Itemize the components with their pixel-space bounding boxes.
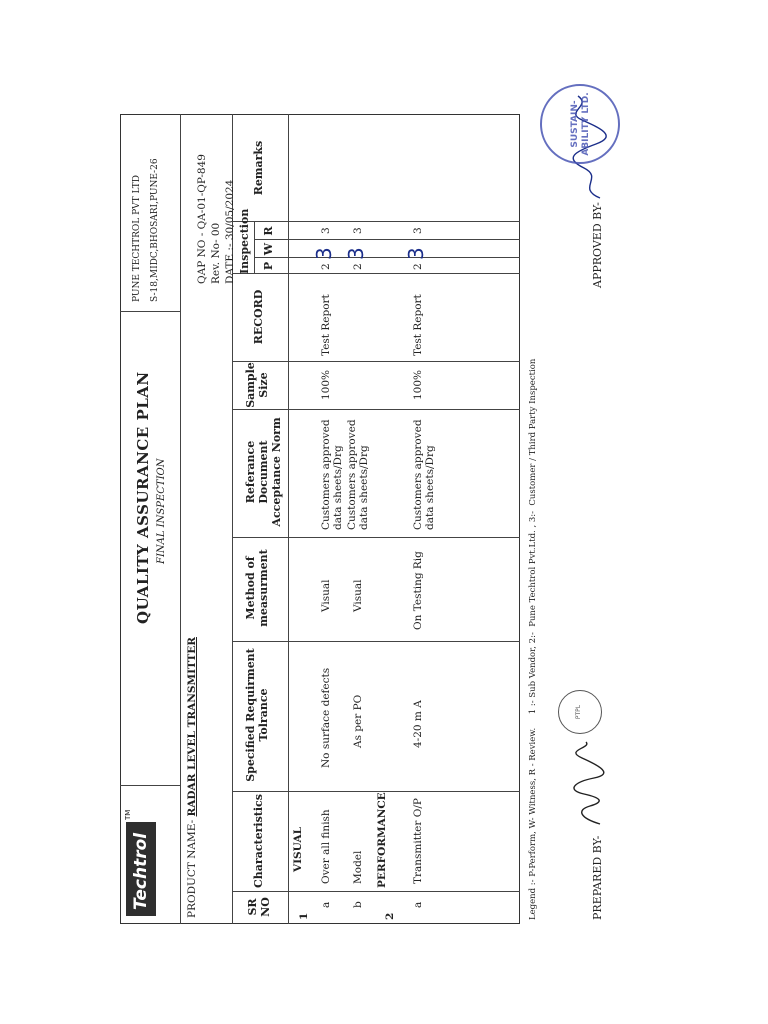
inspection-subheader-divider xyxy=(254,222,255,274)
row-record: Test Report xyxy=(320,294,332,356)
row-specified: No surface defects xyxy=(320,667,332,768)
col-line-4 xyxy=(232,537,520,538)
header-inspection: Inspection xyxy=(238,208,251,274)
header-p: P xyxy=(262,261,275,271)
row-characteristic: Transmitter O/P xyxy=(412,798,424,884)
header-characteristics: Characteristics xyxy=(252,794,265,888)
row-inspection-r: 3 xyxy=(320,227,332,234)
col-line-w xyxy=(254,239,520,240)
row-characteristic: Over all finish xyxy=(320,809,332,884)
section-title: PERFORMANCE xyxy=(376,792,388,888)
company-divider xyxy=(120,311,180,312)
row-method: Visual xyxy=(352,579,364,612)
page-subtitle: FINAL INSPECTION xyxy=(156,458,167,564)
row-specified: As per PO xyxy=(352,694,364,748)
col-line-7 xyxy=(232,273,520,274)
section-title: VISUAL xyxy=(292,826,304,872)
row-sr: b xyxy=(352,901,364,908)
header-specified: Specified Requirment Tolrance xyxy=(244,648,270,782)
col-line-p xyxy=(254,257,520,258)
approved-by-label: APPROVED BY- xyxy=(591,202,604,288)
col-line-6 xyxy=(232,361,520,362)
legend-text: Legend :- P-Perform, W- Witness, R - Review. 1 :- Sub Vendor, 2:- Pune Techtrol Pvt.Ltd. , 3:- Customer / Third Party Inspection xyxy=(528,358,538,920)
row-reference-line1: Customers approved xyxy=(412,419,424,530)
col-line-3 xyxy=(232,641,520,642)
row-method: On Testing Rig xyxy=(412,551,424,630)
row-reference-line2: data sheets/Drg xyxy=(332,445,344,530)
row-sample: 100% xyxy=(320,369,332,400)
header-divider xyxy=(180,114,181,924)
row-inspection-w-handwritten: 3 xyxy=(344,247,368,260)
product-label: PRODUCT NAME- RADAR LEVEL TRANSMITTER xyxy=(186,637,198,918)
company-address: S-18,MIDC,BHOSARI,PUNE-26 xyxy=(150,158,160,302)
row-inspection-r: 3 xyxy=(412,227,424,234)
row-characteristic: Model xyxy=(352,850,364,884)
row-specified: 4-20 m A xyxy=(412,700,424,748)
header-r: R xyxy=(262,226,275,236)
approval-stamp: SUSTAIN- ABILITY LTD. xyxy=(540,84,620,164)
page-title: QUALITY ASSURANCE PLAN xyxy=(134,371,152,624)
row-method: Visual xyxy=(320,579,332,612)
row-sr: a xyxy=(412,901,424,908)
row-inspection-p: 2 xyxy=(352,263,364,270)
qap-number: QAP NO - QA-01-QP-849 xyxy=(196,154,208,284)
col-line-1 xyxy=(232,891,520,892)
header-remarks: Remarks xyxy=(252,140,265,196)
document-date: DATE :- 30/05/2024 xyxy=(224,179,236,284)
header-sample-size: Sample Size xyxy=(244,362,270,408)
row-reference-line1: Customers approved xyxy=(320,419,332,530)
techtrol-logo: Techtrol xyxy=(126,822,156,916)
row-reference-line2: data sheets/Drg xyxy=(358,445,370,530)
row-reference-line2: data sheets/Drg xyxy=(424,445,436,530)
company-seal: PTPL xyxy=(558,690,602,734)
company-name: PUNE TECHTROL PVT LTD xyxy=(132,175,142,302)
revision-number: Rev. No- 00 xyxy=(210,222,222,284)
row-record: Test Report xyxy=(412,294,424,356)
prepared-by-label: PREPARED BY- xyxy=(591,835,604,920)
section-number: 2 xyxy=(384,912,396,920)
row-reference-line1: Customers approved xyxy=(346,419,358,530)
header-record: RECORD xyxy=(252,289,265,345)
section-number: 1 xyxy=(298,912,310,920)
header-w: W xyxy=(262,242,275,256)
header-reference: Referance Document Acceptance Norm xyxy=(244,417,283,527)
table-header-divider xyxy=(288,114,289,924)
row-inspection-r: 3 xyxy=(352,227,364,234)
row-sr: a xyxy=(320,901,332,908)
product-name: RADAR LEVEL TRANSMITTER xyxy=(186,637,198,817)
logo-divider xyxy=(120,785,180,786)
row-inspection-p: 2 xyxy=(320,263,332,270)
row-inspection-p: 2 xyxy=(412,263,424,270)
col-line-8 xyxy=(232,221,520,222)
row-sample: 100% xyxy=(412,369,424,400)
row-inspection-w-handwritten: 3 xyxy=(312,247,336,260)
prepared-by-signature xyxy=(572,738,606,828)
trademark-mark: TM xyxy=(124,809,132,820)
row-inspection-w-handwritten: 3 xyxy=(404,247,428,260)
header-sr-no: SR NO xyxy=(246,897,272,917)
header-method: Method of measurment xyxy=(244,549,270,627)
